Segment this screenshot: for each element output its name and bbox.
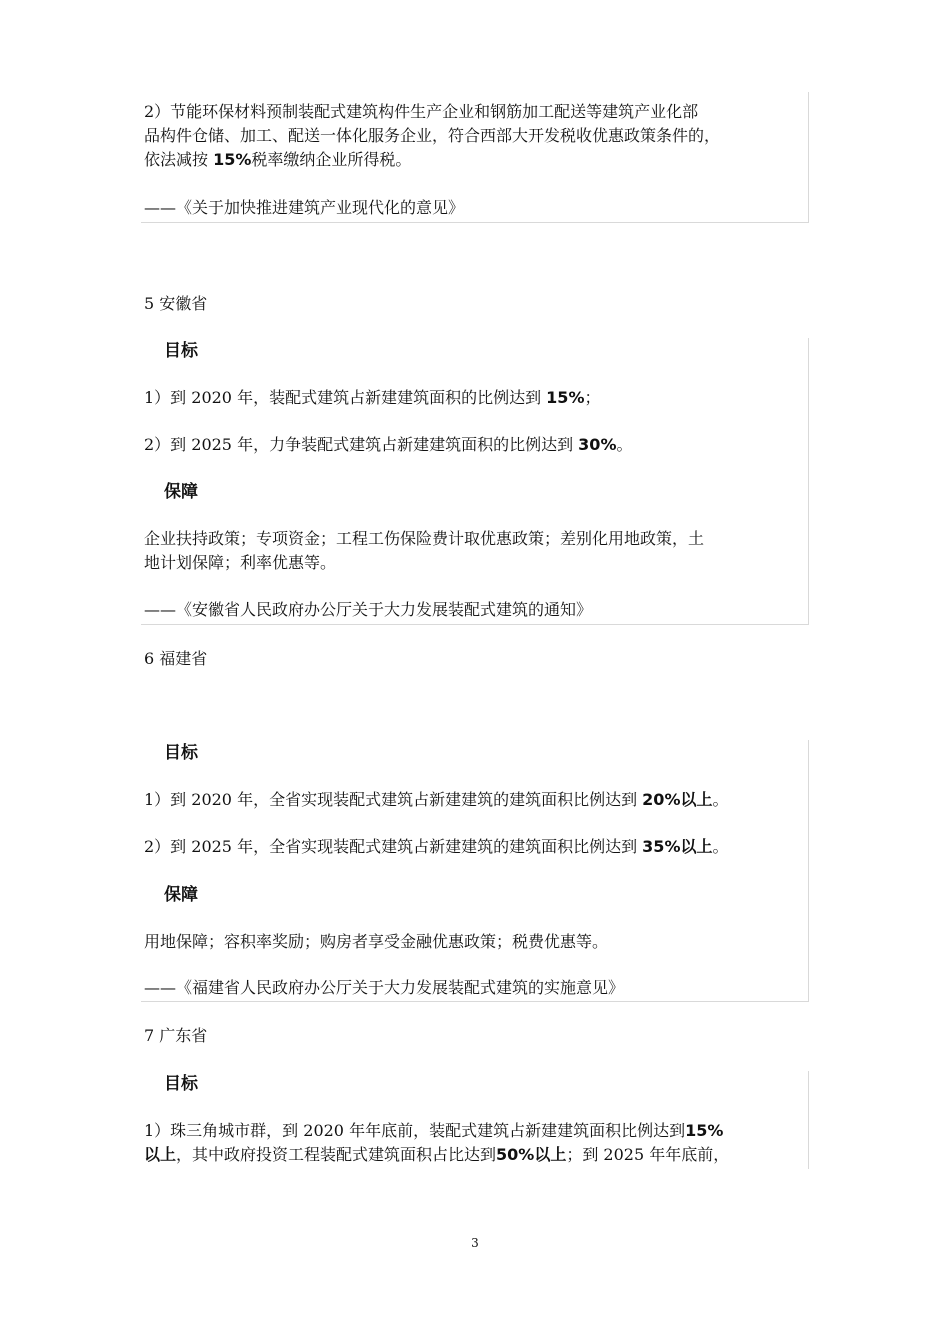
bold-value: 50%以上 <box>496 1145 567 1164</box>
support-text: 企业扶持政策；专项资金；工程工伤保险费计取优惠政策；差别化用地政策，土 <box>144 529 705 548</box>
bold-value: 15% <box>685 1121 724 1140</box>
source-citation: ——《关于加快推进建筑产业现代化的意见》 <box>144 198 465 217</box>
support-heading: 保障 <box>164 482 198 502</box>
content-frame-anhui <box>141 338 809 625</box>
text-segment: 。 <box>712 790 729 809</box>
content-frame-fujian <box>141 740 809 1002</box>
section-title-guangdong: 7 广东省 <box>144 1026 208 1045</box>
goal-item-continuation <box>144 1143 729 1167</box>
bold-value: 35%以上 <box>642 837 713 856</box>
page-number: 3 <box>471 1236 479 1250</box>
bold-value: 15% <box>213 150 252 169</box>
goal-item <box>144 386 600 410</box>
goal-item <box>144 835 729 859</box>
support-text: 地计划保障；利率优惠等。 <box>144 553 337 572</box>
bold-value: 30% <box>578 435 617 454</box>
text-segment: 。 <box>712 837 729 856</box>
source-citation: ——《福建省人民政府办公厅关于大力发展装配式建筑的实施意见》 <box>144 978 625 997</box>
support-heading: 保障 <box>164 885 198 905</box>
text-segment: ，其中政府投资工程装配式建筑面积占比达到 <box>176 1145 497 1164</box>
paragraph-line: 品构件仓储、加工、配送一体化服务企业，符合西部大开发税收优惠政策条件的， <box>144 126 721 145</box>
section-title-fujian: 6 福建省 <box>144 649 208 668</box>
goal-item <box>144 1119 723 1143</box>
text-segment: ；到 2025 年年底前， <box>566 1145 730 1164</box>
text-segment: 税率缴纳企业所得税。 <box>251 150 412 169</box>
section-title-anhui: 5 安徽省 <box>144 294 208 313</box>
text-segment: ； <box>584 388 601 407</box>
text-segment: 2）到 2025 年，全省实现装配式建筑占新建建筑的建筑面积比例达到 <box>144 837 638 856</box>
goal-item <box>144 433 632 457</box>
support-text: 用地保障；容积率奖励；购房者享受金融优惠政策；税费优惠等。 <box>144 932 609 951</box>
source-citation: ——《安徽省人民政府办公厅关于大力发展装配式建筑的通知》 <box>144 600 593 619</box>
goal-heading: 目标 <box>164 1074 198 1094</box>
text-segment: 1）到 2020 年，全省实现装配式建筑占新建建筑的建筑面积比例达到 <box>144 790 638 809</box>
text-segment: 1）到 2020 年，装配式建筑占新建建筑面积的比例达到 <box>144 388 542 407</box>
goal-item <box>144 788 729 812</box>
paragraph-line: 2）节能环保材料预制装配式建筑构件生产企业和钢筋加工配送等建筑产业化部 <box>144 102 699 121</box>
bold-value: 以上 <box>144 1145 177 1164</box>
text-segment: 。 <box>616 435 633 454</box>
text-segment: 1）珠三角城市群，到 2020 年年底前，装配式建筑占新建建筑面积比例达到 <box>144 1121 686 1140</box>
text-segment: 依法减按 <box>144 150 209 169</box>
bold-value: 15% <box>546 388 585 407</box>
goal-heading: 目标 <box>164 743 198 763</box>
bold-value: 20%以上 <box>642 790 713 809</box>
paragraph-line <box>144 148 411 172</box>
text-segment: 2）到 2025 年，力争装配式建筑占新建建筑面积的比例达到 <box>144 435 574 454</box>
goal-heading: 目标 <box>164 341 198 361</box>
